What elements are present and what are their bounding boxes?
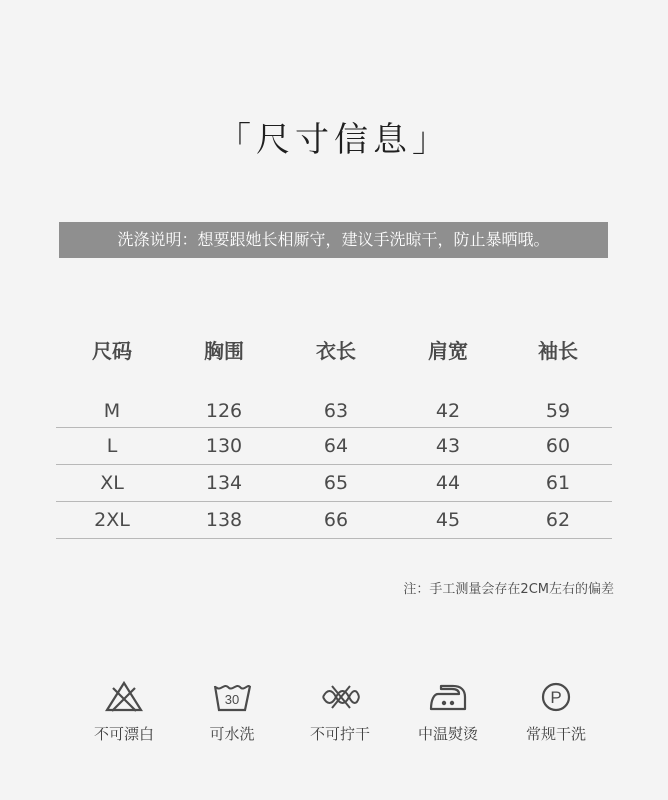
do-not-wring-icon [316, 680, 364, 714]
machine-wash-30-icon [208, 680, 256, 714]
header-length: 衣长 [316, 338, 356, 363]
wash-instructions-banner: 洗涤说明：想要跟她长相厮守，建议手洗晾干，防止暴晒哦。 [59, 222, 608, 258]
sleeve-cell: 60 [545, 435, 571, 457]
chest-cell: 134 [205, 472, 243, 494]
size-table-header [56, 330, 612, 368]
sleeve-cell: 62 [545, 509, 571, 531]
size-table [56, 330, 612, 539]
table-row [56, 502, 612, 539]
page-title: 「尺寸信息」 [217, 120, 451, 160]
care-item-medium-iron [394, 680, 502, 760]
care-label: 中温熨烫 [417, 725, 478, 743]
care-symbol-list [70, 680, 610, 760]
length-cell: 63 [323, 399, 349, 422]
medium-iron-icon [424, 680, 472, 714]
care-item-dry-clean [502, 680, 610, 760]
length-cell: 64 [323, 435, 349, 457]
care-item-do-not-bleach [70, 680, 178, 760]
dry-clean-p-icon [532, 680, 580, 714]
header-size: 尺码 [92, 338, 132, 363]
size-cell: XL [100, 472, 124, 494]
chest-cell: 130 [205, 435, 243, 457]
size-cell: M [103, 399, 121, 422]
length-cell: 65 [323, 472, 349, 494]
dry-clean-symbol-text: P [550, 688, 562, 707]
sleeve-cell: 59 [545, 399, 571, 422]
care-label: 常规干洗 [525, 725, 586, 743]
sleeve-cell: 61 [545, 472, 571, 494]
header-sleeve: 袖长 [538, 338, 578, 363]
shoulder-cell: 44 [435, 472, 461, 494]
shoulder-cell: 43 [435, 435, 461, 457]
size-cell: L [106, 435, 118, 457]
chest-cell: 126 [205, 399, 243, 422]
care-label: 可水洗 [209, 725, 255, 743]
size-cell: 2XL [94, 509, 130, 531]
table-row [56, 465, 612, 502]
do-not-bleach-icon [100, 680, 148, 714]
care-label: 不可拧干 [309, 725, 370, 743]
measurement-note: 注：手工测量会存在2CM左右的偏差 [403, 582, 614, 597]
shoulder-cell: 42 [435, 399, 461, 422]
care-item-do-not-wring [286, 680, 394, 760]
header-chest: 胸围 [204, 338, 244, 363]
table-row [56, 394, 612, 428]
table-row [56, 428, 612, 465]
chest-cell: 138 [205, 509, 243, 531]
size-table-body [56, 394, 612, 539]
wash-temperature-text: 30 [224, 692, 240, 707]
shoulder-cell: 45 [435, 509, 461, 531]
care-label: 不可漂白 [93, 725, 154, 743]
care-item-hand-wash [178, 680, 286, 760]
header-shoulder: 肩宽 [428, 338, 468, 363]
length-cell: 66 [323, 509, 349, 531]
